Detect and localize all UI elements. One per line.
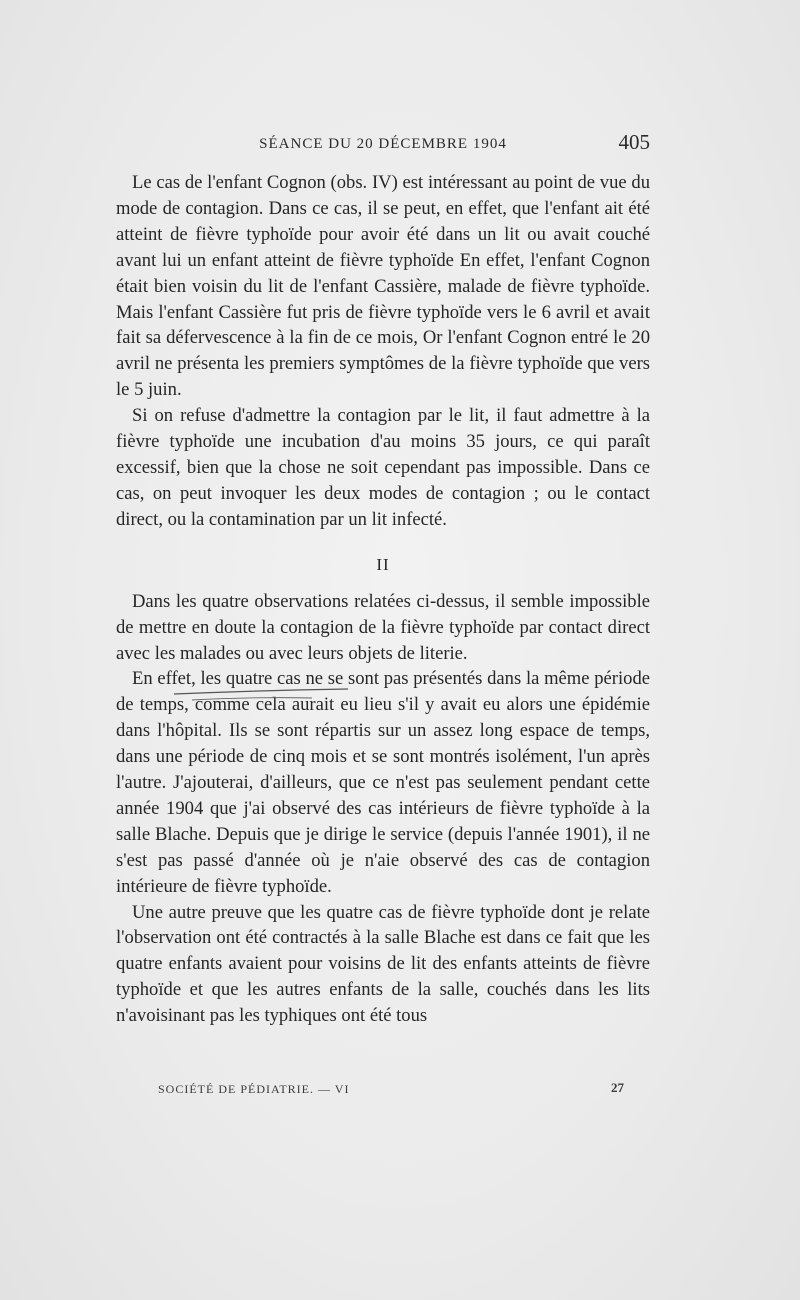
section-heading: II [376, 554, 390, 574]
text-block [116, 170, 650, 1029]
page-number: 405 [618, 130, 650, 154]
footer [158, 1078, 624, 1100]
paragraph-cognon-case: Le cas de l'enfant Cognon (obs. IV) est intéressant au point de vue du mode de contagion. Dans ce cas, il se peut, en effet, que l'enfant ait été atteint de fièvre typhoïde pour avoir été dans un lit ou avait couché avant lui un enfant atteint de fièvre typhoïde En effet, l'enfant Cognon était bien voisin du lit de l'enfant Cassière, malade de fièvre typhoïde. Mais l'enfant Cassière fut pris de fièvre typhoïde vers le 6 avril et avait fait sa défervescence à la fin de ce mois, Or l'enfant Cognon entré le 20 avril ne présenta les premiers symptômes de la fièvre typhoïde que vers le 5 juin. [116, 172, 650, 401]
paragraph-four-observations: Dans les quatre observations relatées ci-dessus, il semble impossible de mettre en doute la contagion de la fièvre typhoïde par contact direct avec les malades ou avec leurs objets de literie. [116, 590, 650, 664]
footer-signature: SOCIÉTÉ DE PÉDIATRIE. — VI [158, 1082, 350, 1096]
paragraph-incubation: Si on refuse d'admettre la contagion par le lit, il faut admettre à la fièvre typhoïde une incubation d'au moins 35 jours, ce qui paraît excessif, bien que la chose ne soit cependant pas impossible. Dans ce cas, on peut invoquer les deux modes de contagion ; ou le contact direct, ou la contamination par un lit infecté. [116, 405, 650, 530]
running-head [116, 130, 650, 160]
running-title: SÉANCE DU 20 DÉCEMBRE 1904 [259, 136, 507, 152]
paragraph-time-period: En effet, les quatre cas ne se sont pas présentés dans la même période de temps, comme cela aurait eu lieu s'il y avait eu alors une épidémie dans l'hôpital. Ils se sont répartis sur un assez long espace de temps, dans une période de cinq mois et se sont montrés isolément, l'un après l'autre. J'ajouterai, d'ailleurs, que ce n'est pas seulement pendant cette année 1904 que j'ai observé des cas intérieurs de fièvre typhoïde à la salle Blache. Depuis que je dirige le service (depuis l'année 1901), il ne s'est pas passé d'année où je n'aie observé des cas de contagion intérieure de fièvre typhoïde. [116, 668, 650, 897]
footer-sheet-number: 27 [611, 1080, 624, 1095]
paragraph-another-proof: Une autre preuve que les quatre cas de fièvre typhoïde dont je relate l'observation ont été contractés à la salle Blache est dans ce fait que les quatre enfants avaient pour voisins de lit des enfants atteints de fièvre typhoïde et que les autres enfants de la salle, couchés dans les lits n'avoisinant pas les typhiques ont été tous [116, 901, 650, 1027]
